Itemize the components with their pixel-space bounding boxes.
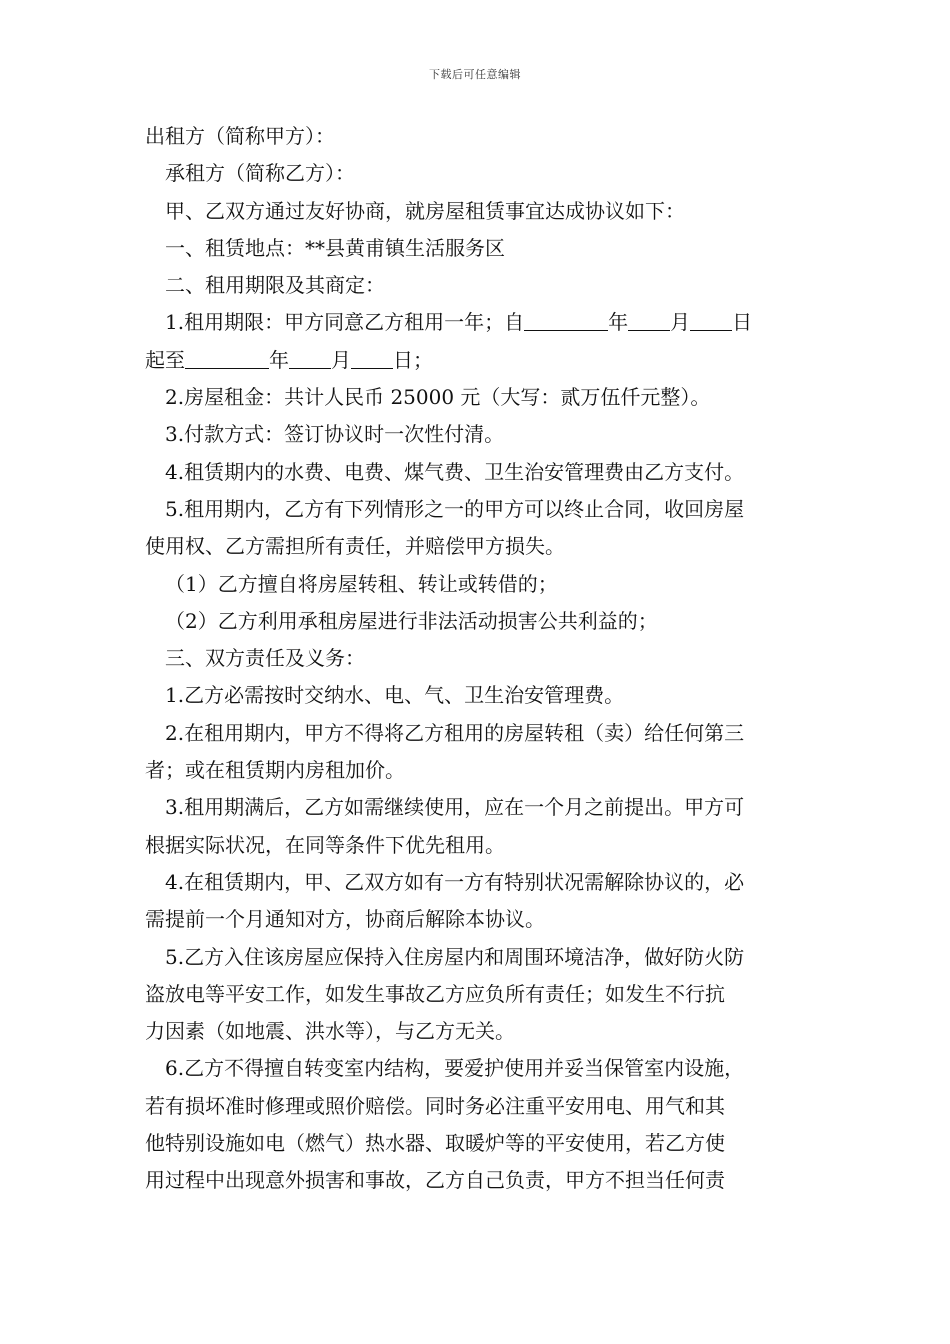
paragraph-line: 2.在租用期内，甲方不得将乙方租用的房屋转租（卖）给任何第三 [165,720,745,745]
paragraph-line: 3.付款方式：签订协议时一次性付清。 [165,422,505,447]
month-label: 月 [331,347,351,372]
paragraph-line: 2.房屋租金：共计人民币 25000 元（大写：贰万伍仟元整）。 [165,385,711,410]
paragraph-line: 需提前一个月通知对方，协商后解除本协议。 [145,907,545,932]
day-end-label: 日； [393,347,433,372]
paragraph-line: 用过程中出现意外损害和事故，乙方自己负责，甲方不担当任何责 [145,1168,725,1193]
paragraph-line: 三、双方责任及义务： [165,646,365,671]
end-month-blank [289,348,331,369]
paragraph-line: 者；或在租赁期内房租加价。 [145,758,405,783]
paragraph-line: 6.乙方不得擅自转变室内结构，要爱护使用并妥当保管室内设施， [165,1056,745,1081]
year-label: 年 [608,310,629,335]
paragraph-line: 力因素（如地震、洪水等），与乙方无关。 [145,1019,515,1044]
paragraph-line: 他特别设施如电（燃气）热水器、取暖炉等的平安使用，若乙方使 [145,1131,725,1156]
start-year-blank [524,310,608,331]
end-day-blank [351,348,393,369]
lease-term-line [145,304,810,341]
paragraph-line: 5.租用期内，乙方有下列情形之一的甲方可以终止合同，收回房屋 [165,496,745,521]
lease-term-end-line [145,342,810,379]
paragraph-line: 4.在租赁期内，甲、乙双方如有一方有特别状况需解除协议的，必 [165,869,745,894]
paragraph-line: 出租方（简称甲方）： [145,124,335,148]
paragraph-line: 甲、乙双方通过友好协商，就房屋租赁事宜达成协议如下： [165,198,685,223]
paragraph-line: 一、租赁地点：**县黄甫镇生活服务区 [165,235,505,260]
end-year-blank [185,348,269,369]
year-label: 年 [269,347,289,372]
paragraph-line: 使用权、乙方需担所有责任，并赔偿甲方损失。 [145,534,565,559]
paragraph-line: 3.租用期满后，乙方如需继续使用，应在一个月之前提出。甲方可 [165,795,745,820]
paragraph-line: 二、租用期限及其商定： [165,273,385,298]
page-header: 下载后可任意编辑 [429,68,521,81]
day-label: 日 [732,310,753,335]
paragraph-line: 承租方（简称乙方）： [165,161,355,186]
lease-term-prefix: 1.租用期限：甲方同意乙方租用一年；自 [165,310,525,335]
paragraph-line: 4.租赁期内的水费、电费、煤气费、卫生治安管理费由乙方支付。 [165,459,745,484]
paragraph-line: 盗放电等平安工作，如发生事故乙方应负所有责任；如发生不行抗 [145,981,725,1006]
paragraph-line: 1.乙方必需按时交纳水、电、气、卫生治安管理费。 [165,683,625,708]
paragraph-line: （1）乙方擅自将房屋转租、转让或转借的； [165,571,558,596]
until-label: 起至 [145,347,185,372]
paragraph-line: 根据实际状况，在同等条件下优先租用。 [145,832,505,857]
start-month-blank [628,310,670,331]
contract-body [145,118,810,1200]
paragraph-line: （2）乙方利用承租房屋进行非法活动损害公共利益的； [165,608,658,633]
start-day-blank [690,310,732,331]
month-label: 月 [670,310,691,335]
paragraph-line: 若有损坏准时修理或照价赔偿。同时务必注重平安用电、用气和其 [145,1093,725,1118]
paragraph-line: 5.乙方入住该房屋应保持入住房屋内和周围环境洁净，做好防火防 [165,944,745,969]
